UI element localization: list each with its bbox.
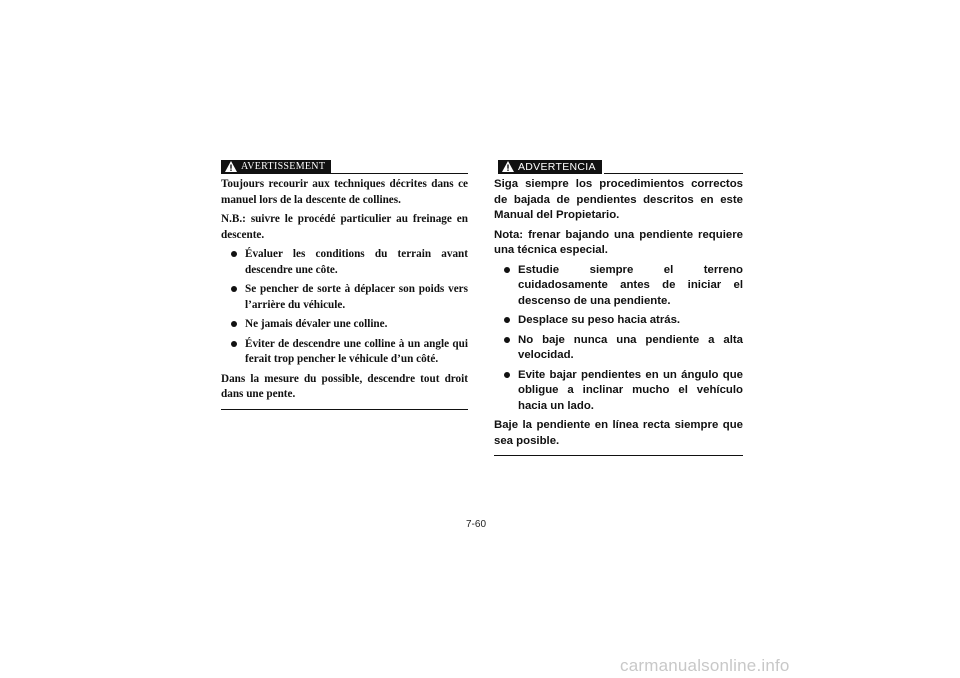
bullet-text: Se pencher de sorte à déplacer son poids vers l’arrière du véhicule. (245, 283, 468, 311)
bullet-dot-icon (231, 321, 237, 327)
intro-text: Siga siempre los procedimientos correctos de bajada de pendientes descritos en este Manual del Propietario. (494, 178, 743, 221)
closing-text: Dans la mesure du possible, descendre tout droit dans une pente. (221, 372, 468, 400)
warning-triangle-icon (225, 161, 237, 172)
bullet-dot-icon (504, 337, 510, 343)
list-item (494, 368, 743, 415)
bullet-dot-icon (231, 341, 237, 347)
note-text: Nota: frenar bajando una pendiente requiere una técnica especial. (494, 228, 743, 256)
header-rule (604, 173, 743, 174)
bullet-dot-icon (504, 317, 510, 323)
watermark: carmanualsonline.info (620, 656, 790, 675)
spanish-warning-section (494, 158, 743, 456)
warning-badge (221, 160, 331, 174)
bullet-dot-icon (231, 286, 237, 292)
note-text: N.B.: suivre le procédé particulier au freinage en descente. (221, 213, 468, 241)
list-item (494, 333, 743, 364)
bullet-text: Ne jamais dévaler une colline. (245, 318, 388, 330)
list-item (221, 337, 468, 368)
list-item (494, 263, 743, 310)
bullet-dot-icon (504, 372, 510, 378)
list-item (221, 282, 468, 313)
list-item (494, 313, 743, 329)
bullet-text: No baje nunca una pendiente a alta velocidad. (518, 333, 743, 361)
bullet-text: Desplace su peso hacia atrás. (518, 314, 681, 326)
closing-text: Baje la pendiente en línea recta siempre que sea posible. (494, 419, 743, 447)
warning-label: AVERTISSEMENT (241, 161, 326, 172)
bullet-text: Estudie siempre el terreno cuidadosamente antes de iniciar el descenso de una pendiente. (518, 263, 743, 307)
page-number: 7-60 (466, 519, 487, 530)
warning-header (221, 158, 468, 174)
list-item (221, 317, 468, 333)
warning-triangle-icon (502, 161, 514, 172)
intro-text: Toujours recourir aux techniques décrites dans ce manuel lors de la descente de collines. (221, 178, 468, 206)
section-end-rule (494, 455, 743, 456)
french-warning-section (221, 158, 468, 410)
list-item (221, 247, 468, 278)
bullet-text: Évaluer les conditions du terrain avant descendre une côte. (245, 248, 468, 276)
warning-header (494, 158, 743, 174)
bullet-dot-icon (504, 267, 510, 273)
warning-label: ADVERTENCIA (518, 161, 596, 173)
bullet-dot-icon (231, 251, 237, 257)
section-end-rule (221, 409, 468, 410)
warning-badge (498, 160, 602, 174)
bullet-text: Éviter de descendre une colline à un angle qui ferait trop pencher le véhicule d’un côté. (245, 337, 468, 365)
bullet-text: Evite bajar pendientes en un ángulo que obligue a inclinar mucho el vehículo hacia un lado. (518, 368, 743, 412)
